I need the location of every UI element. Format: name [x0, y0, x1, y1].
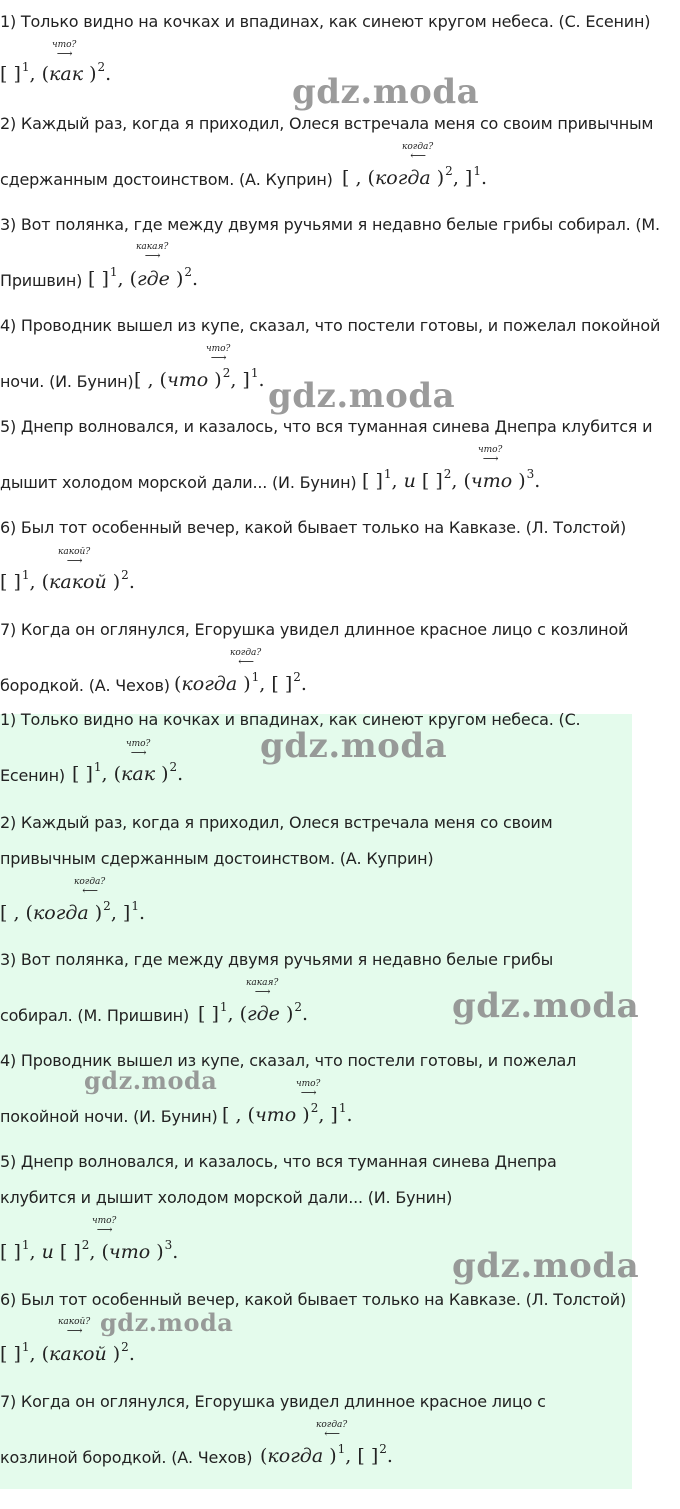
sentence-7-text: 7) Когда он оглянулся, Егорушка увидел длинное красное лицо с: [0, 1392, 546, 1411]
sentence-3-arrow: какая? ⟶: [246, 978, 279, 998]
sentence-2-text: 2) Каждый раз, когда я приходил, Олеся встречала меня со своим: [0, 813, 553, 832]
sentence-1-text: 1) Только видно на кочках и впадинах, как синеют кругом небеса. (С. Есенин): [0, 12, 651, 31]
sentence-5-source: клубится и дышит холодом морской дали... (И. Бунин): [0, 1188, 453, 1207]
arrow-label: когда?: [316, 1420, 348, 1430]
sentence-2-source: привычным сдержанным достоинством. (А. Куприн): [0, 849, 434, 868]
arrow-label: что?: [296, 1079, 321, 1089]
sentence-4-text: 4) Проводник вышел из купе, сказал, что постели готовы, и пожелал: [0, 1051, 577, 1070]
sentence-3-scheme: [ ]$^1$, (где )$^2$.: [198, 1000, 309, 1025]
sentence-3-source: собирал. (М. Пришвин): [0, 1006, 189, 1025]
sentence-1-arrow: что? ⟶: [52, 40, 77, 60]
sentence-4-scheme: [ , (что )$^2$, ]$^1$.: [134, 366, 265, 391]
sentence-4-source: покойной ночи. (И. Бунин): [0, 1107, 218, 1126]
sentence-7-scheme: (когда )$^1$, [ ]$^2$.: [260, 1442, 393, 1467]
arrow-label: что?: [478, 445, 503, 455]
sentence-2-text: 2) Каждый раз, когда я приходил, Олеся встречала меня со своим привычным: [0, 114, 654, 133]
sentence-3-source: Пришвин): [0, 271, 83, 290]
watermark: gdz.moda: [292, 72, 480, 112]
sentence-2-scheme: [ , (когда )$^2$, ]$^1$.: [0, 899, 145, 924]
sentence-4-text: 4) Проводник вышел из купе, сказал, что постели готовы, и пожелал покойной: [0, 316, 661, 335]
sentence-5-text: 5) Днепр волновался, и казалось, что вся туманная синева Днепра клубится и: [0, 417, 653, 436]
sentence-4-arrow: что? ⟶: [296, 1079, 321, 1099]
sentence-4-scheme: [ , (что )$^2$, ]$^1$.: [222, 1101, 353, 1126]
sentence-7-arrow: когда? ⟵: [230, 648, 262, 668]
sentence-5-arrow: что? ⟶: [478, 445, 503, 465]
arrow-label: какой?: [58, 1317, 91, 1327]
sentence-7-source: бородкой. (А. Чехов): [0, 676, 170, 695]
sentence-6-scheme: [ ]$^1$, (какой )$^2$.: [0, 1340, 135, 1365]
sentence-6-text: 6) Был тот особенный вечер, какой бывает только на Кавказе. (Л. Толстой): [0, 518, 626, 537]
watermark: gdz.moda: [260, 726, 448, 766]
sentence-7-scheme: (когда )$^1$, [ ]$^2$.: [174, 670, 307, 695]
sentence-3-scheme: [ ]$^1$, (где )$^2$.: [88, 265, 199, 290]
sentence-4-source: ночи. (И. Бунин): [0, 372, 134, 391]
answer-panel-highlighted: [0, 710, 640, 1489]
sentence-5-text: 5) Днепр волновался, и казалось, что вся туманная синева Днепра: [0, 1152, 557, 1171]
sentence-7-arrow: когда? ⟵: [316, 1420, 348, 1440]
arrow-label: что?: [126, 739, 151, 749]
arrow-label: какая?: [246, 978, 279, 988]
arrow-label: что?: [52, 40, 77, 50]
sentence-1-source: Есенин): [0, 766, 65, 785]
sentence-3-text: 3) Вот полянка, где между двумя ручьями я недавно белые грибы собирал. (М.: [0, 215, 660, 234]
arrow-label: когда?: [402, 142, 434, 152]
sentence-2-arrow: когда? ⟵: [402, 142, 434, 162]
sentence-1-scheme: [ ]$^1$, (как )$^2$.: [72, 760, 184, 785]
sentence-6-text: 6) Был тот особенный вечер, какой бывает только на Кавказе. (Л. Толстой): [0, 1290, 626, 1309]
arrow-label: какая?: [136, 242, 169, 252]
sentence-6-scheme: [ ]$^1$, (какой )$^2$.: [0, 568, 135, 593]
sentence-4-arrow: что? ⟶: [206, 344, 231, 364]
watermark: gdz.moda: [84, 1066, 218, 1095]
arrow-label: когда?: [230, 648, 262, 658]
sentence-2-scheme: [ , (когда )$^2$, ]$^1$.: [342, 164, 487, 189]
sentence-7-text: 7) Когда он оглянулся, Егорушка увидел длинное красное лицо с козлиной: [0, 620, 629, 639]
sentence-2-arrow: когда? ⟵: [74, 877, 106, 897]
sentence-1-text: 1) Только видно на кочках и впадинах, как синеют кругом небеса. (С.: [0, 710, 581, 729]
sentence-5-source: дышит холодом морской дали... (И. Бунин): [0, 473, 357, 492]
watermark: gdz.moda: [100, 1308, 234, 1337]
sentence-3-text: 3) Вот полянка, где между двумя ручьями я недавно белые грибы: [0, 950, 554, 969]
sentence-5-arrow: что? ⟶: [92, 1216, 117, 1236]
sentence-2-source: сдержанным достоинством. (А. Куприн): [0, 170, 333, 189]
sentence-5-scheme: [ ]$^1$, и [ ]$^2$, (что )$^3$.: [362, 467, 541, 492]
watermark: gdz.moda: [452, 1246, 640, 1286]
arrow-label: что?: [92, 1216, 117, 1226]
sentence-1-arrow: что? ⟶: [126, 739, 151, 759]
arrow-label: что?: [206, 344, 231, 354]
watermark: gdz.moda: [452, 986, 640, 1026]
sentence-5-scheme: [ ]$^1$, и [ ]$^2$, (что )$^3$.: [0, 1238, 179, 1263]
sentence-3-arrow: какая? ⟶: [136, 242, 169, 262]
arrow-label: когда?: [74, 877, 106, 887]
sentence-1-scheme: [ ]$^1$, (как )$^2$.: [0, 60, 112, 85]
sentence-6-arrow: какой? ⟶: [58, 1317, 91, 1337]
arrow-label: какой?: [58, 547, 91, 557]
sentence-6-arrow: какой? ⟶: [58, 547, 91, 567]
answer-panel-original: [0, 0, 680, 712]
watermark: gdz.moda: [268, 376, 456, 416]
sentence-7-source: козлиной бородкой. (А. Чехов): [0, 1448, 253, 1467]
